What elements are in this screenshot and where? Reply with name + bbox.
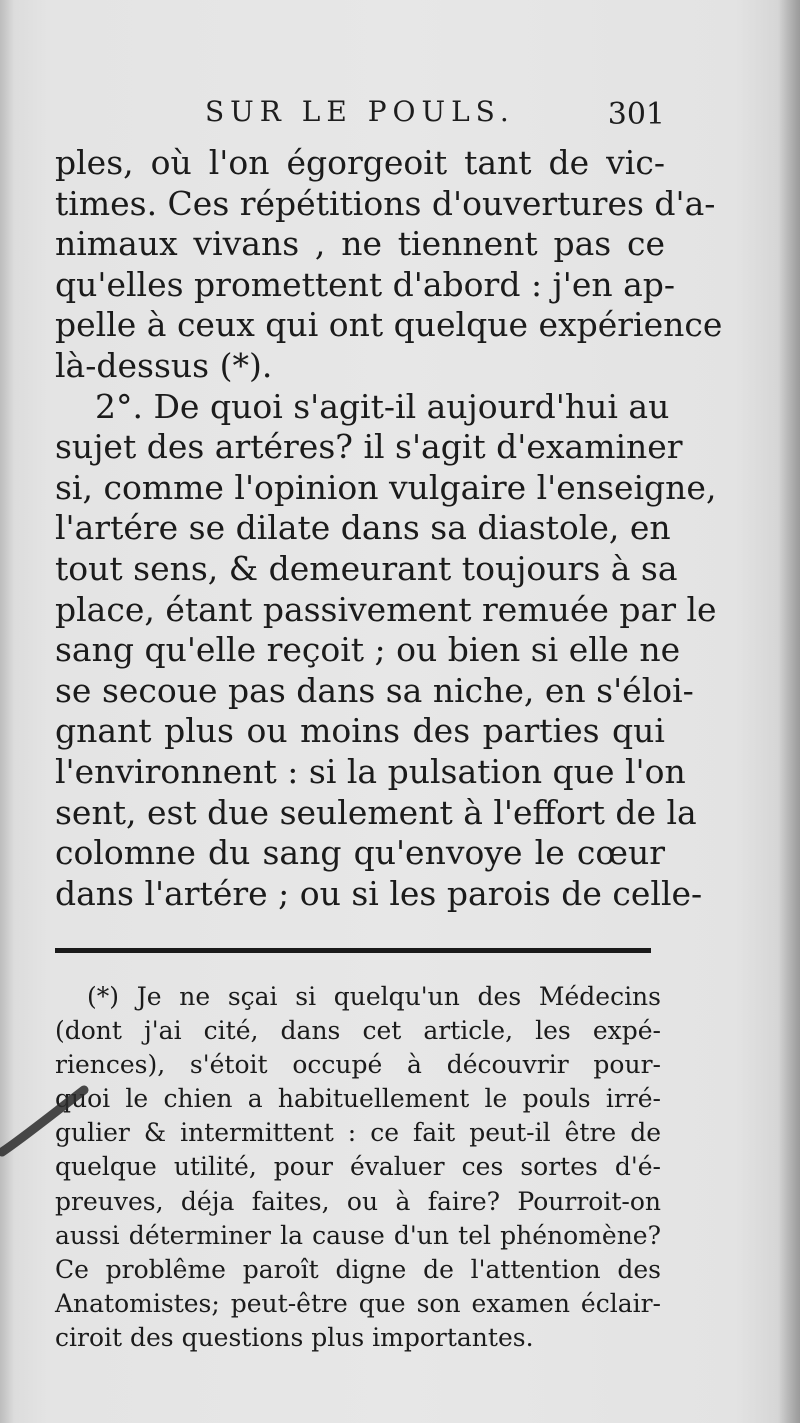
- text-line: 2°. De quoi s'agit-il aujourd'hui au: [95, 386, 670, 426]
- text-line: nimaux vivans , ne tiennent pas ce: [55, 224, 665, 264]
- text-line: ples, où l'on égorgeoit tant de vic-: [55, 143, 665, 182]
- page-number: 301: [607, 97, 665, 132]
- text-line: colomne du sang qu'envoye le cœur: [55, 833, 665, 873]
- running-title: SUR LE POULS.: [205, 95, 515, 128]
- text-line: gnant plus ou moins des parties qui: [55, 711, 665, 751]
- text-line: sang qu'elle reçoit ; ou bien si elle ne: [55, 630, 681, 670]
- footnote-line: (dont j'ai cité, dans cet article, les expé-: [55, 1016, 661, 1046]
- footnote-line: gulier & intermittent : ce fait peut-il être de: [55, 1118, 661, 1148]
- footnote-line: riences), s'étoit occupé à découvrir pour-: [55, 1050, 661, 1080]
- footnote-line: quelque utilité, pour évaluer ces sortes d'é-: [55, 1152, 661, 1182]
- main-text: [55, 143, 723, 914]
- footnote-line: aussi déterminer la cause d'un tel phénomène?: [55, 1220, 661, 1250]
- text-line: dans l'artére ; ou si les parois de celle-: [55, 873, 703, 913]
- text-line: sujet des artéres? il s'agit d'examiner: [55, 427, 683, 467]
- text-line: l'artére se dilate dans sa diastole, en: [55, 508, 671, 548]
- page-header: [55, 95, 665, 139]
- text-line: place, étant passivement remuée par le: [55, 589, 717, 629]
- text-line: sent, est due seulement à l'effort de la: [55, 792, 697, 832]
- footnote-line: Ce problême paroît digne de l'attention des: [55, 1254, 661, 1284]
- text-line: qu'elles promettent d'abord : j'en ap-: [55, 264, 676, 304]
- text-line: se secoue pas dans sa niche, en s'éloi-: [55, 670, 694, 710]
- footnote-line: Anatomistes; peut-être que son examen éclair-: [55, 1288, 661, 1318]
- text-line: là-dessus (*).: [55, 345, 273, 385]
- footnote: [55, 980, 661, 1355]
- text-line: tout sens, & demeurant toujours à sa: [55, 548, 678, 588]
- footnote-line: ciroit des questions plus importantes.: [55, 1322, 534, 1352]
- text-line: pelle à ceux qui ont quelque expérience: [55, 305, 723, 345]
- page-left-edge: [0, 0, 14, 1423]
- footnote-line: (*) Je ne sçai si quelqu'un des Médecins: [87, 982, 661, 1011]
- footnote-separator-rule: [55, 948, 651, 953]
- footnote-line: preuves, déja faites, ou à faire? Pourroit-on: [55, 1186, 661, 1216]
- footnote-line: quoi le chien a habituellement le pouls irré-: [55, 1084, 661, 1114]
- ink-stroke-mark: [0, 1080, 90, 1160]
- text-line: l'environnent : si la pulsation que l'on: [55, 751, 686, 791]
- text-line: times. Ces répétitions d'ouvertures d'a-: [55, 183, 716, 223]
- page-right-edge: [778, 0, 800, 1423]
- text-line: si, comme l'opinion vulgaire l'enseigne,: [55, 467, 717, 507]
